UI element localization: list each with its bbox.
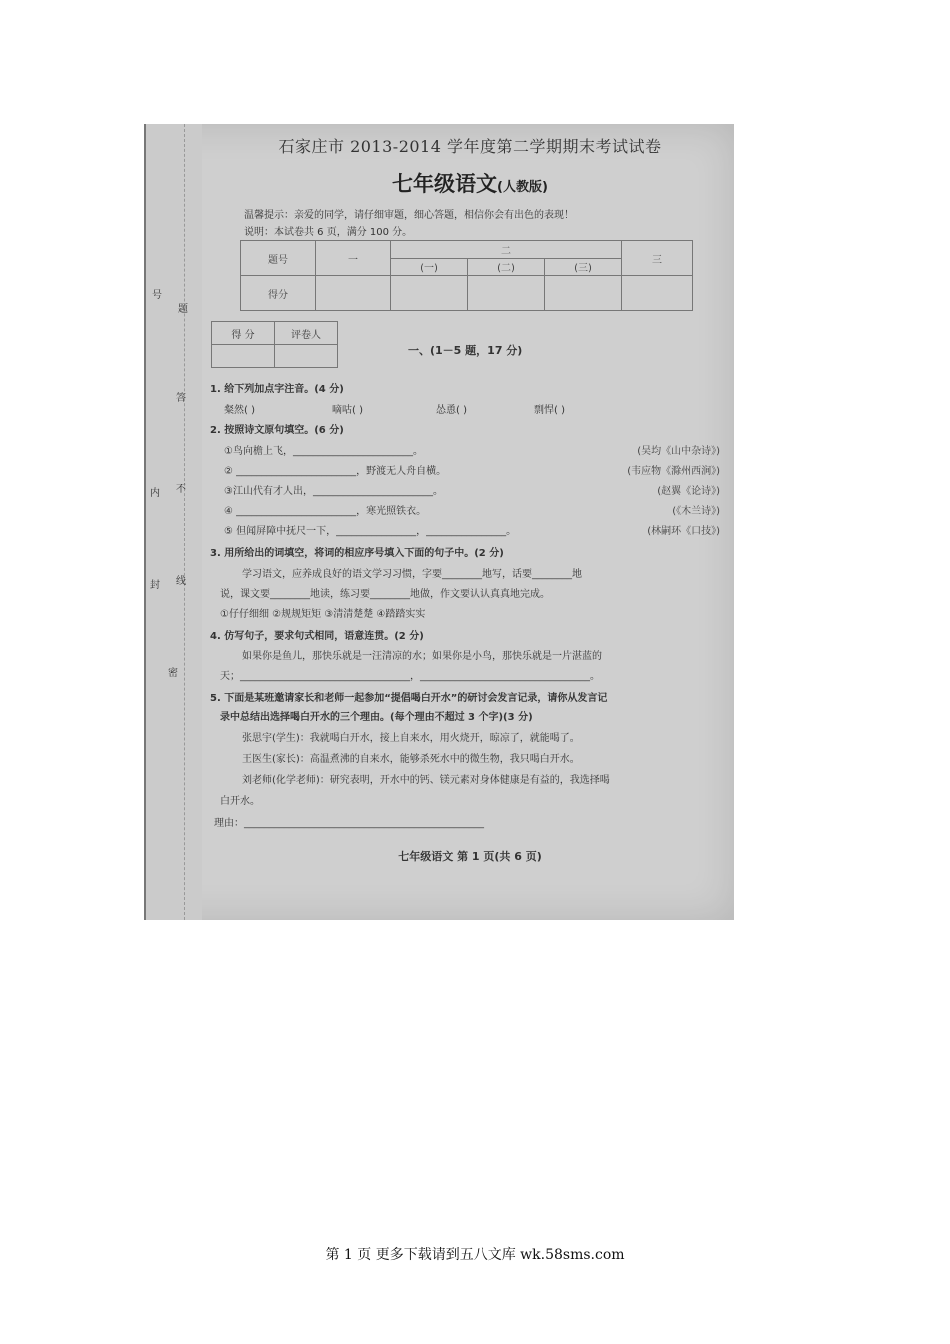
score-label: 题号 <box>241 241 316 276</box>
question-4-title: 4. 仿写句子，要求句式相同，语意连贯。(2 分) <box>210 631 424 642</box>
q3-options: ①仔仔细细 ②规规矩矩 ③清清楚楚 ④踏踏实实 <box>220 609 426 620</box>
binding-margin <box>144 124 202 920</box>
q5-statement: 刘老师(化学老师)：研究表明，开水中的钙、镁元素对身体健康是有益的，我选择喝 <box>242 775 610 786</box>
question-2-title: 2. 按照诗文原句填空。(6 分) <box>210 425 344 436</box>
q2-source: (吴均《山中杂诗》) <box>637 446 720 457</box>
seal-line <box>184 124 185 920</box>
grader-header: 评卷人 <box>275 322 338 345</box>
q2-line: ④ ________________________，寒光照铁衣。 <box>224 506 427 517</box>
page-footer: 第 1 页 更多下载请到五八文库 wk.58sms.com <box>325 1247 625 1263</box>
q1-item: 怂恿( ) <box>436 405 467 416</box>
grader-header: 得 分 <box>212 322 275 345</box>
exam-note: 说明：本试卷共 6 页，满分 100 分。 <box>244 227 413 238</box>
q1-item: 嘀咕( ) <box>332 405 363 416</box>
q1-item: 粲然( ) <box>224 405 255 416</box>
q5-statement: 白开水。 <box>220 796 260 807</box>
score-sub: (一) <box>391 258 468 276</box>
score-col-three: 三 <box>622 241 693 276</box>
score-cell <box>468 276 545 311</box>
question-5-title: 5. 下面是某班邀请家长和老师一起参加“提倡喝白开水”的研讨会发言记录，请你从发言记 <box>210 693 608 704</box>
binding-mark: 密 <box>168 668 178 679</box>
exam-edition: (人教版) <box>497 180 548 195</box>
q2-line: ①鸟向檐上飞，________________________。 <box>224 446 423 457</box>
score-row-label: 得分 <box>241 276 316 311</box>
score-col-one: 一 <box>316 241 391 276</box>
exam-tip: 温馨提示：亲爱的同学，请仔细审题，细心答题，相信你会有出色的表现！ <box>244 210 574 221</box>
exam-title-text: 七年级语文 <box>392 172 498 196</box>
score-sub: (三) <box>545 258 622 276</box>
question-3-title: 3. 用所给出的词填空，将词的相应序号填入下面的句子中。(2 分) <box>210 548 504 559</box>
q4-text: 天；__________________________________，__________________________________。 <box>220 671 600 682</box>
q4-text: 如果你是鱼儿，那快乐就是一汪清凉的水；如果你是小鸟，那快乐就是一片湛蓝的 <box>242 651 602 662</box>
q2-line: ⑤ 但闻屏障中抚尺一下，________________，________________。 <box>224 526 517 537</box>
binding-mark: 内 <box>150 488 160 499</box>
q5-statement: 王医生(家长)：高温煮沸的自来水，能够杀死水中的微生物，我只喝白开水。 <box>242 754 580 765</box>
scanned-exam-photo <box>144 124 734 920</box>
exam-header: 石家庄市 2013-2014 学年度第二学期期末考试试卷 <box>278 137 662 156</box>
q3-text: 学习语文，应养成良好的语文学习习惯，字要________地写，话要________地 <box>242 569 582 580</box>
question-5-title: 录中总结出选择喝白开水的三个理由。(每个理由不超过 3 个字)(3 分) <box>220 712 533 723</box>
section-heading: 一、(1－5 题，17 分) <box>408 344 523 357</box>
score-cell <box>316 276 391 311</box>
grader-cell <box>275 345 338 368</box>
binding-mark: 题 <box>178 304 188 315</box>
grader-table <box>211 321 338 368</box>
score-col-two: 二 <box>391 241 622 259</box>
q3-text: 说，课文要________地读，练习要________地做，作文要认认真真地完成。 <box>220 589 550 600</box>
score-cell <box>622 276 693 311</box>
q2-line: ③江山代有才人出，________________________。 <box>224 486 443 497</box>
binding-mark: 号 <box>152 290 162 301</box>
grader-cell <box>212 345 275 368</box>
score-table <box>240 240 693 311</box>
score-cell <box>545 276 622 311</box>
q5-answer-line: 理由：________________________________________________ <box>214 818 484 829</box>
score-cell <box>391 276 468 311</box>
q2-source: (林嗣环《口技》) <box>647 526 720 537</box>
q2-source: (《木兰诗》) <box>672 506 720 517</box>
question-1-title: 1. 给下列加点字注音。(4 分) <box>210 384 344 395</box>
q2-line: ② ________________________，野渡无人舟自横。 <box>224 466 447 477</box>
binding-mark: 封 <box>150 580 160 591</box>
q2-source: (韦应物《滁州西涧》) <box>627 466 720 477</box>
score-sub: (二) <box>468 258 545 276</box>
exam-title <box>210 168 730 198</box>
q1-item: 剽悍( ) <box>534 405 565 416</box>
binding-mark: 不 <box>176 484 186 495</box>
q5-statement: 张思宇(学生)：我就喝白开水，接上自来水，用火烧开，晾凉了，就能喝了。 <box>242 733 580 744</box>
binding-mark: 线 <box>176 576 186 587</box>
q2-source: (赵翼《论诗》) <box>657 486 720 497</box>
sheet-footer: 七年级语文 第 1 页(共 6 页) <box>398 850 542 863</box>
binding-mark: 答 <box>176 393 186 404</box>
